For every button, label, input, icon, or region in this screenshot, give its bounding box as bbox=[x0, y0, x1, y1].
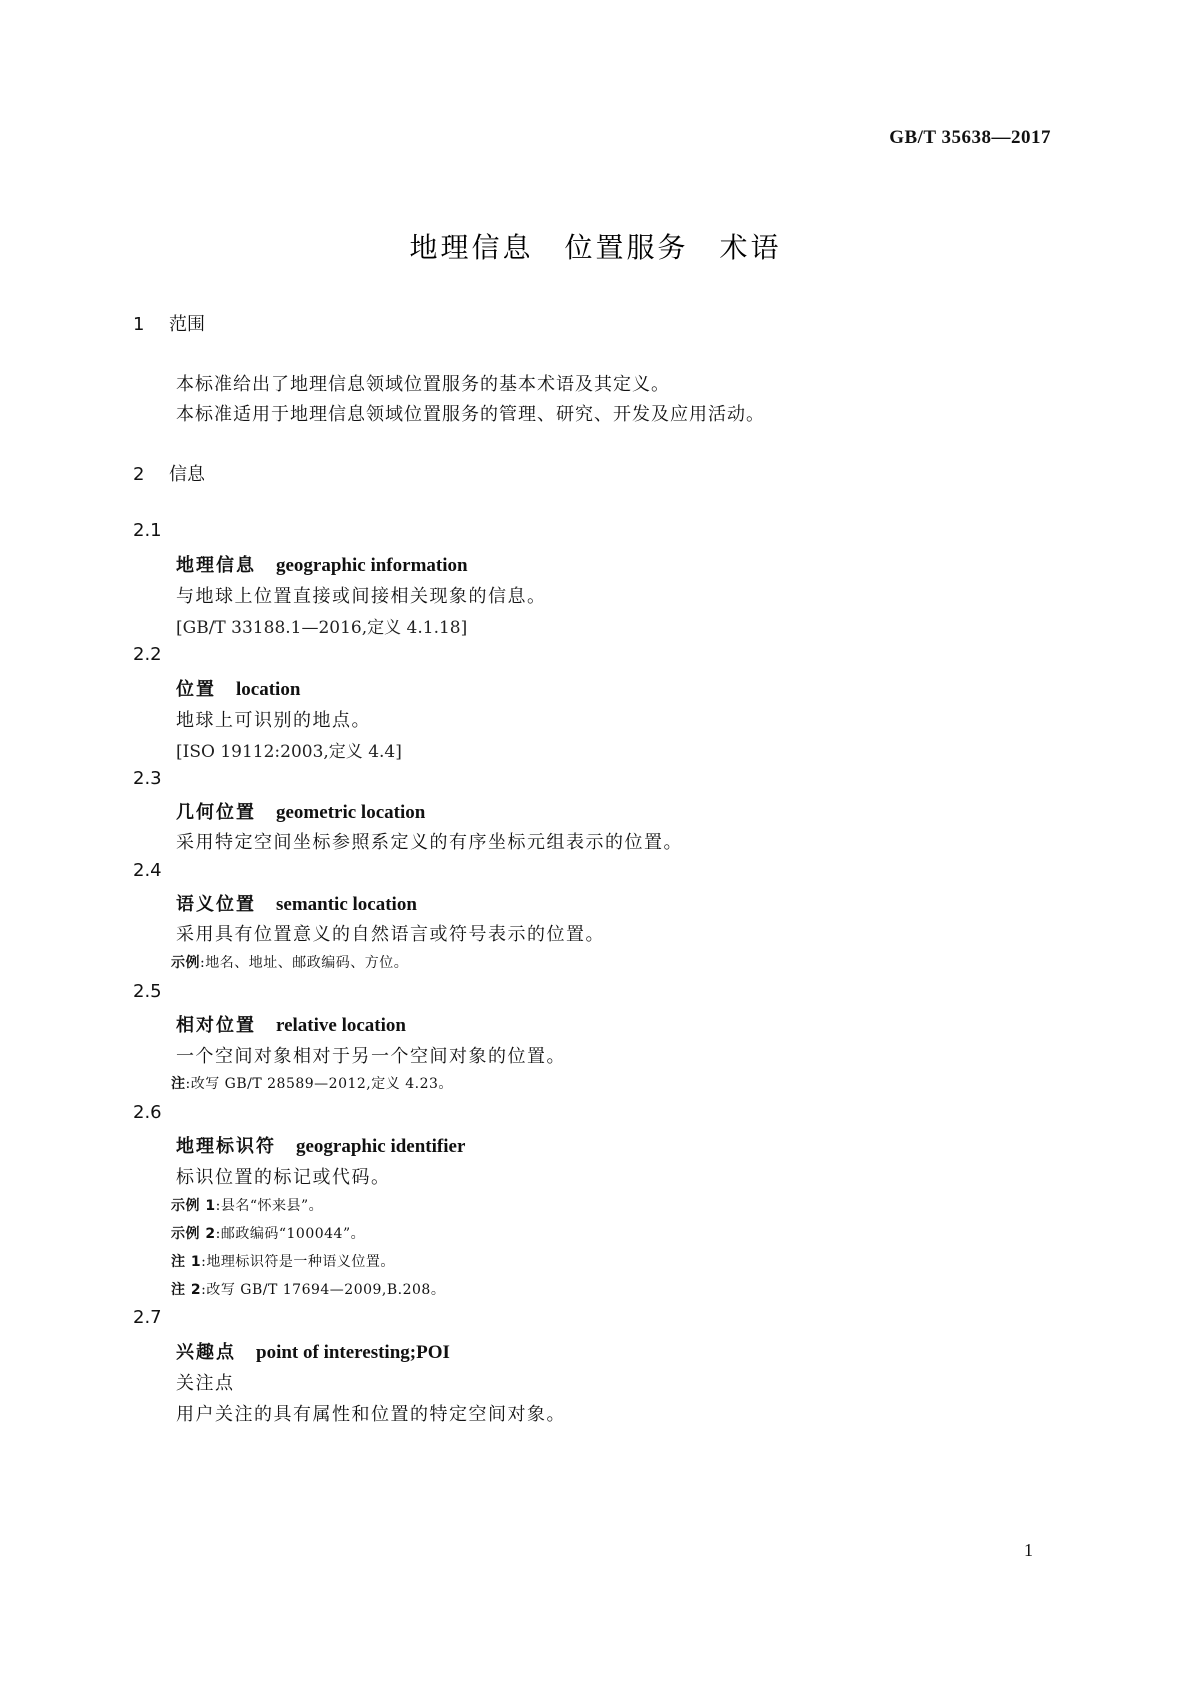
term-synonym: 关注点 bbox=[176, 1373, 235, 1394]
term-note bbox=[171, 1279, 445, 1299]
term-definition: 采用特定空间坐标参照系定义的有序坐标元组表示的位置。 bbox=[176, 832, 683, 853]
term-example bbox=[171, 1223, 365, 1243]
term-entry bbox=[176, 798, 425, 824]
term-note bbox=[171, 1073, 453, 1093]
note-text: :改写 GB/T 28589—2012,定义 4.23。 bbox=[185, 1076, 453, 1092]
term-source: [ISO 19112:2003,定义 4.4] bbox=[176, 742, 402, 762]
note-label: 注 2 bbox=[171, 1282, 202, 1298]
term-en: point of interesting;POI bbox=[256, 1342, 450, 1363]
note-text: :地理标识符是一种语义位置。 bbox=[201, 1254, 395, 1270]
scope-paragraph: 本标准适用于地理信息领域位置服务的管理、研究、开发及应用活动。 bbox=[176, 404, 765, 425]
term-entry bbox=[176, 675, 300, 701]
note-label: 注 bbox=[171, 1076, 186, 1092]
term-number: 2.4 bbox=[133, 860, 162, 881]
term-zh: 几何位置 bbox=[176, 802, 256, 823]
term-number: 2.5 bbox=[133, 981, 162, 1002]
note-label: 示例 2 bbox=[171, 1226, 216, 1242]
term-entry bbox=[176, 551, 468, 577]
note-text: :邮政编码“100044”。 bbox=[215, 1226, 366, 1242]
note-label: 示例 bbox=[171, 955, 200, 971]
term-en: semantic location bbox=[276, 894, 417, 915]
term-zh: 兴趣点 bbox=[176, 1342, 236, 1363]
page-number: 1 bbox=[1024, 1540, 1033, 1560]
term-entry bbox=[176, 1338, 450, 1364]
section-number: 1 bbox=[133, 314, 145, 335]
term-example bbox=[171, 952, 408, 972]
section-title: 信息 bbox=[169, 464, 205, 485]
term-zh: 相对位置 bbox=[176, 1015, 256, 1036]
term-example bbox=[171, 1195, 323, 1215]
note-text: :改写 GB/T 17694—2009,B.208。 bbox=[201, 1282, 446, 1298]
section-title: 范围 bbox=[169, 314, 205, 335]
scope-paragraph: 本标准给出了地理信息领域位置服务的基本术语及其定义。 bbox=[176, 374, 670, 395]
document-title: 地理信息 位置服务 术语 bbox=[409, 231, 782, 264]
term-zh: 语义位置 bbox=[176, 894, 256, 915]
term-en: relative location bbox=[276, 1015, 406, 1036]
term-number: 2.1 bbox=[133, 520, 162, 541]
term-zh: 位置 bbox=[176, 679, 216, 700]
term-entry bbox=[176, 890, 417, 916]
term-entry bbox=[176, 1011, 406, 1037]
standard-number: GB/T 35638—2017 bbox=[889, 127, 1051, 148]
note-text: :地名、地址、邮政编码、方位。 bbox=[200, 955, 409, 971]
term-definition: 采用具有位置意义的自然语言或符号表示的位置。 bbox=[176, 924, 605, 945]
note-label: 注 1 bbox=[171, 1254, 202, 1270]
note-label: 示例 1 bbox=[171, 1198, 216, 1214]
term-number: 2.3 bbox=[133, 768, 162, 789]
term-definition: 用户关注的具有属性和位置的特定空间对象。 bbox=[176, 1404, 566, 1425]
term-definition: 标识位置的标记或代码。 bbox=[176, 1167, 391, 1188]
term-definition: 地球上可识别的地点。 bbox=[176, 710, 371, 731]
section-number: 2 bbox=[133, 464, 145, 485]
term-en: geographic information bbox=[276, 555, 468, 576]
term-definition: 与地球上位置直接或间接相关现象的信息。 bbox=[176, 586, 547, 607]
term-number: 2.7 bbox=[133, 1307, 162, 1328]
term-en: geometric location bbox=[276, 802, 426, 823]
term-source: [GB/T 33188.1—2016,定义 4.1.18] bbox=[176, 618, 468, 638]
section-heading-information bbox=[133, 460, 205, 486]
note-text: :县名“怀来县”。 bbox=[215, 1198, 324, 1214]
term-en: geographic identifier bbox=[296, 1136, 466, 1157]
term-entry bbox=[176, 1132, 465, 1158]
term-note bbox=[171, 1251, 395, 1271]
term-definition: 一个空间对象相对于另一个空间对象的位置。 bbox=[176, 1046, 566, 1067]
term-zh: 地理标识符 bbox=[176, 1136, 276, 1157]
term-number: 2.6 bbox=[133, 1102, 162, 1123]
term-en: location bbox=[236, 679, 301, 700]
section-heading-scope bbox=[133, 310, 205, 336]
term-number: 2.2 bbox=[133, 644, 162, 665]
term-zh: 地理信息 bbox=[176, 555, 256, 576]
